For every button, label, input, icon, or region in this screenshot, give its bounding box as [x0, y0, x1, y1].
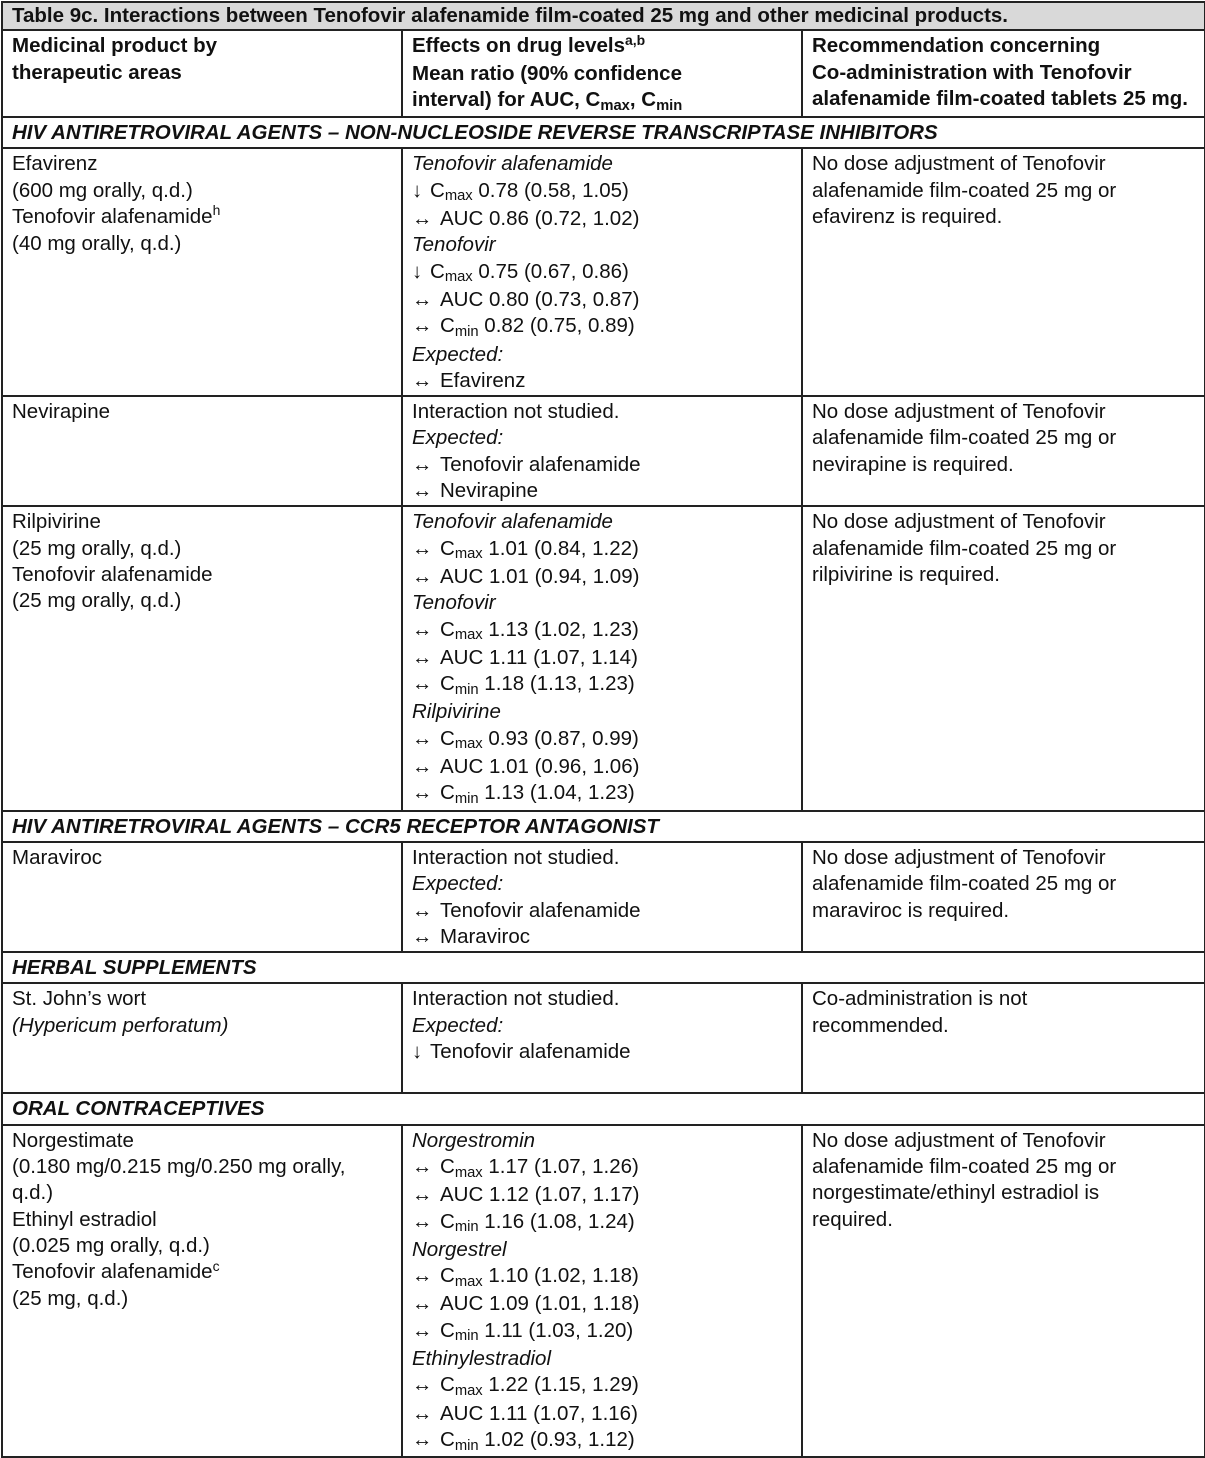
- pk-parameter: C: [440, 1209, 455, 1233]
- section-title: HERBAL SUPPLEMENTS: [2, 952, 1205, 983]
- recommendation-line: No dose adjustment of Tenofovir: [812, 845, 1106, 869]
- pk-parameter: AUC: [440, 1183, 484, 1207]
- effects-line: [412, 1263, 793, 1291]
- recommendation-line: Co-administration is not: [812, 987, 1028, 1011]
- recommendation-line: No dose adjustment of Tenofovir: [812, 152, 1106, 176]
- recommendation-line: alafenamide film-coated 25 mg or: [812, 178, 1117, 202]
- effects-cell: [402, 148, 802, 396]
- pk-parameter: Tenofovir alafenamide: [440, 452, 641, 476]
- pk-parameter: C: [440, 726, 455, 750]
- effects-line: [412, 536, 793, 564]
- effects-line: [412, 617, 793, 645]
- effects-note: Interaction not studied.: [412, 987, 620, 1011]
- footnote-marker: a,b: [625, 31, 646, 48]
- subscript: min: [454, 323, 479, 340]
- table-header-row: [2, 30, 1205, 117]
- effects-line: [412, 368, 793, 394]
- pk-value: 1.01 (0.96, 1.06): [483, 755, 640, 779]
- effects-line: [412, 1372, 793, 1400]
- pk-parameter: AUC: [440, 1401, 484, 1425]
- left-right-arrow-icon: ↔: [412, 287, 433, 311]
- pk-parameter: C: [440, 1427, 455, 1451]
- product-line: Ethinyl estradiol: [12, 1207, 157, 1231]
- product-line: (25 mg, q.d.): [12, 1287, 129, 1311]
- subscript: min: [454, 1328, 479, 1345]
- left-right-arrow-icon: ↔: [412, 564, 433, 588]
- effects-heading: Expected:: [412, 1013, 504, 1037]
- table-row: [2, 148, 1205, 396]
- pk-parameter: C: [440, 781, 455, 805]
- recommendation-line: efavirenz is required.: [812, 205, 1003, 229]
- product-cell: [2, 506, 402, 810]
- subscript: min: [454, 1437, 479, 1454]
- section-row: [2, 811, 1205, 842]
- footnote-marker: c: [212, 1257, 220, 1274]
- left-right-arrow-icon: ↔: [412, 924, 433, 948]
- pk-value: 0.75 (0.67, 0.86): [472, 259, 629, 283]
- pk-parameter: C: [440, 536, 455, 560]
- effects-line: [412, 1209, 793, 1237]
- product-line: q.d.): [12, 1181, 54, 1205]
- product-cell: [2, 1125, 402, 1458]
- product-line: Efavirenz: [12, 152, 98, 176]
- effects-line: [412, 1427, 793, 1455]
- effects-heading: Expected:: [412, 872, 504, 896]
- pk-parameter: C: [440, 672, 455, 696]
- recommendation-cell: [802, 1125, 1205, 1458]
- pk-parameter: Tenofovir alafenamide: [440, 898, 641, 922]
- pk-value: 1.11 (1.03, 1.20): [478, 1318, 634, 1342]
- subscript: max: [454, 736, 483, 753]
- effects-line: [412, 754, 793, 780]
- product-line: Nevirapine: [12, 400, 110, 424]
- effects-line: [412, 452, 793, 478]
- pk-value: 0.86 (0.72, 1.02): [483, 207, 640, 231]
- recommendation-line: alafenamide film-coated 25 mg or: [812, 536, 1117, 560]
- subscript: min: [454, 791, 479, 807]
- subscript: max: [454, 1383, 483, 1400]
- product-line: (0.025 mg orally, q.d.): [12, 1233, 210, 1257]
- subscript: min: [454, 1219, 479, 1236]
- pk-parameter: AUC: [440, 564, 484, 588]
- header-recommendation-line: Co-administration with Tenofovir: [812, 60, 1132, 84]
- effects-cell: [402, 396, 802, 506]
- pk-value: 0.93 (0.87, 0.99): [482, 726, 639, 750]
- subscript: max: [454, 1273, 483, 1290]
- effects-line: [412, 313, 793, 341]
- effects-line: [412, 259, 793, 287]
- product-line: (600 mg orally, q.d.): [12, 178, 193, 202]
- effects-line: [412, 1318, 793, 1346]
- product-line: Tenofovir alafenamide$^c$: [12, 1257, 220, 1284]
- table-caption: Table 9c. Interactions between Tenofovir alafenamide film-coated 25 mg and other medicinal products.: [2, 2, 1205, 30]
- table-row: [2, 1125, 1205, 1458]
- effects-line: [412, 1039, 793, 1065]
- effects-line: [412, 671, 793, 699]
- left-right-arrow-icon: ↔: [412, 1183, 433, 1207]
- pk-value: 1.01 (0.94, 1.09): [483, 564, 640, 588]
- interactions-table: [1, 1, 1205, 1458]
- pk-value: 0.78 (0.58, 1.05): [472, 178, 629, 202]
- pk-value: 1.11 (1.07, 1.16): [483, 1401, 638, 1425]
- pk-parameter: Nevirapine: [440, 479, 538, 503]
- pk-value: 1.13 (1.04, 1.23): [478, 781, 635, 805]
- section-title: HIV ANTIRETROVIRAL AGENTS – NON-NUCLEOSIDE REVERSE TRANSCRIPTASE INHIBITORS: [2, 117, 1205, 148]
- subscript: max: [454, 546, 483, 563]
- effects-line: [412, 478, 793, 504]
- header-product: [2, 30, 402, 117]
- header-recommendation-line: Recommendation concerning: [812, 34, 1101, 58]
- product-cell: [2, 396, 402, 506]
- header-effects-line: [412, 87, 793, 115]
- left-right-arrow-icon: ↔: [412, 726, 433, 750]
- recommendation-line: alafenamide film-coated 25 mg or: [812, 872, 1117, 896]
- product-cell: [2, 983, 402, 1093]
- left-right-arrow-icon: ↔: [412, 755, 433, 779]
- pk-parameter: C: [430, 259, 445, 283]
- recommendation-cell: [802, 396, 1205, 506]
- left-right-arrow-icon: ↔: [412, 479, 433, 503]
- footnote-marker: h: [212, 202, 221, 219]
- left-right-arrow-icon: ↔: [412, 536, 433, 560]
- header-effects-text: , C: [629, 87, 657, 111]
- effects-heading: Tenofovir: [412, 233, 496, 257]
- section-row: [2, 117, 1205, 148]
- product-line: (40 mg orally, q.d.): [12, 232, 182, 256]
- pk-parameter: AUC: [440, 207, 484, 231]
- section-row: [2, 952, 1205, 983]
- effects-line: [412, 1401, 793, 1427]
- effects-cell: [402, 1125, 802, 1458]
- effects-line: [412, 924, 793, 950]
- header-effects: [402, 30, 802, 117]
- table-row: [2, 396, 1205, 506]
- left-right-arrow-icon: ↔: [412, 452, 433, 476]
- section-title: ORAL CONTRACEPTIVES: [2, 1093, 1205, 1124]
- recommendation-line: maraviroc is required.: [812, 898, 1010, 922]
- pk-value: 1.13 (1.02, 1.23): [482, 617, 639, 641]
- left-right-arrow-icon: ↔: [412, 781, 433, 805]
- left-right-arrow-icon: ↔: [412, 1427, 433, 1451]
- pk-value: 0.80 (0.73, 0.87): [483, 287, 640, 311]
- left-right-arrow-icon: ↔: [412, 898, 433, 922]
- pk-value: 1.18 (1.13, 1.23): [478, 672, 635, 696]
- pk-value: 1.16 (1.08, 1.24): [478, 1209, 635, 1233]
- left-right-arrow-icon: ↔: [412, 1401, 433, 1425]
- pk-value: 1.22 (1.15, 1.29): [482, 1373, 639, 1397]
- recommendation-cell: [802, 506, 1205, 810]
- pk-parameter: C: [440, 1373, 455, 1397]
- header-effects-text: Effects on drug levels: [412, 34, 626, 58]
- product-line: Maraviroc: [12, 845, 102, 869]
- left-right-arrow-icon: ↔: [412, 1292, 433, 1316]
- effects-cell: [402, 506, 802, 810]
- left-right-arrow-icon: ↔: [412, 207, 433, 231]
- subscript: max: [444, 188, 473, 205]
- recommendation-line: rilpivirine is required.: [812, 562, 1000, 586]
- recommendation-line: No dose adjustment of Tenofovir: [812, 1128, 1106, 1152]
- section-title: HIV ANTIRETROVIRAL AGENTS – CCR5 RECEPTOR ANTAGONIST: [2, 811, 1205, 842]
- left-right-arrow-icon: ↔: [412, 1373, 433, 1397]
- pk-parameter: AUC: [440, 755, 484, 779]
- section-row: [2, 1093, 1205, 1124]
- header-effects-text: interval) for AUC, C: [412, 87, 601, 111]
- effects-heading: Tenofovir: [412, 591, 496, 615]
- left-right-arrow-icon: ↔: [412, 672, 433, 696]
- recommendation-line: alafenamide film-coated 25 mg or: [812, 1154, 1117, 1178]
- effects-line: [412, 1182, 793, 1208]
- product-line: (25 mg orally, q.d.): [12, 536, 182, 560]
- pk-value: 1.11 (1.07, 1.14): [483, 645, 638, 669]
- pk-parameter: Tenofovir alafenamide: [430, 1039, 631, 1063]
- left-right-arrow-icon: ↔: [412, 1318, 433, 1342]
- table-row: [2, 983, 1205, 1093]
- effects-note: Interaction not studied.: [412, 845, 620, 869]
- pk-value: 1.09 (1.01, 1.18): [483, 1292, 640, 1316]
- effects-line: [412, 1291, 793, 1317]
- product-line: St. John’s wort: [12, 987, 147, 1011]
- down-arrow-icon: ↓: [412, 178, 423, 202]
- recommendation-line: required.: [812, 1207, 893, 1231]
- pk-value: 1.12 (1.07, 1.17): [483, 1183, 640, 1207]
- pk-parameter: AUC: [440, 287, 484, 311]
- subscript: max: [600, 97, 630, 114]
- effects-heading: Tenofovir alafenamide: [412, 152, 613, 176]
- subscript: max: [444, 269, 473, 286]
- down-arrow-icon: ↓: [412, 1039, 423, 1063]
- effects-line: [412, 645, 793, 671]
- effects-line: [412, 726, 793, 754]
- recommendation-line: alafenamide film-coated 25 mg or: [812, 426, 1117, 450]
- left-right-arrow-icon: ↔: [412, 645, 433, 669]
- pk-parameter: C: [440, 314, 455, 338]
- header-product-line: Medicinal product by: [12, 34, 218, 58]
- subscript: max: [454, 627, 483, 644]
- recommendation-cell: [802, 148, 1205, 396]
- pk-value: 1.01 (0.84, 1.22): [482, 536, 639, 560]
- effects-line: [412, 780, 793, 808]
- subscript: min: [454, 681, 479, 698]
- effects-heading: Expected:: [412, 342, 504, 366]
- recommendation-line: norgestimate/ethinyl estradiol is: [812, 1181, 1100, 1205]
- pk-parameter: C: [440, 1318, 455, 1342]
- pk-parameter: C: [440, 1154, 455, 1178]
- table-row: [2, 506, 1205, 810]
- left-right-arrow-icon: ↔: [412, 1154, 433, 1178]
- effects-line: [412, 564, 793, 590]
- effects-line: [412, 178, 793, 206]
- subscript: min: [656, 97, 683, 114]
- effects-heading: Ethinylestradiol: [412, 1347, 552, 1371]
- effects-cell: [402, 983, 802, 1093]
- recommendation-line: nevirapine is required.: [812, 452, 1014, 476]
- product-cell: [2, 148, 402, 396]
- subscript: max: [454, 1164, 483, 1181]
- table-row: [2, 842, 1205, 952]
- pk-parameter: Maraviroc: [440, 924, 530, 948]
- down-arrow-icon: ↓: [412, 259, 423, 283]
- left-right-arrow-icon: ↔: [412, 368, 433, 392]
- product-line: Tenofovir alafenamide: [12, 562, 213, 586]
- product-line: Norgestimate: [12, 1128, 134, 1152]
- effects-line: [412, 287, 793, 313]
- pk-value: 1.17 (1.07, 1.26): [482, 1154, 639, 1178]
- effects-line: [412, 1154, 793, 1182]
- header-recommendation: [802, 30, 1205, 117]
- header-effects-line: [412, 33, 793, 60]
- product-line: Rilpivirine: [12, 510, 101, 534]
- pk-value: 0.82 (0.75, 0.89): [478, 314, 635, 338]
- left-right-arrow-icon: ↔: [412, 314, 433, 338]
- left-right-arrow-icon: ↔: [412, 1209, 433, 1233]
- effects-heading: Norgestrel: [412, 1237, 507, 1261]
- product-cell: [2, 842, 402, 952]
- table-caption-row: [2, 2, 1205, 30]
- effects-heading: Norgestromin: [412, 1128, 536, 1152]
- pk-parameter: Efavirenz: [440, 368, 526, 392]
- effects-heading: Tenofovir alafenamide: [412, 510, 613, 534]
- left-right-arrow-icon: ↔: [412, 617, 433, 641]
- pk-value: 1.10 (1.02, 1.18): [482, 1264, 639, 1288]
- effects-heading: Expected:: [412, 426, 504, 450]
- pk-parameter: C: [440, 1264, 455, 1288]
- pk-parameter: C: [430, 178, 445, 202]
- pk-value: 1.02 (0.93, 1.12): [478, 1427, 635, 1451]
- pk-parameter: AUC: [440, 645, 484, 669]
- effects-heading: Rilpivirine: [412, 700, 501, 724]
- recommendation-cell: [802, 842, 1205, 952]
- recommendation-line: No dose adjustment of Tenofovir: [812, 510, 1106, 534]
- effects-cell: [402, 842, 802, 952]
- recommendation-cell: [802, 983, 1205, 1093]
- recommendation-line: recommended.: [812, 1013, 949, 1037]
- pk-parameter: AUC: [440, 1292, 484, 1316]
- header-effects-line: Mean ratio (90% confidence: [412, 61, 682, 85]
- product-line: (0.180 mg/0.215 mg/0.250 mg orally,: [12, 1154, 346, 1178]
- effects-line: [412, 206, 793, 232]
- product-line: (Hypericum perforatum): [12, 1013, 229, 1037]
- pk-parameter: C: [440, 617, 455, 641]
- recommendation-line: No dose adjustment of Tenofovir: [812, 400, 1106, 424]
- product-line: Tenofovir alafenamide$^h$: [12, 202, 221, 229]
- effects-note: Interaction not studied.: [412, 400, 620, 424]
- left-right-arrow-icon: ↔: [412, 1264, 433, 1288]
- header-product-line: therapeutic areas: [12, 60, 182, 84]
- header-recommendation-line: alafenamide film-coated tablets 25 mg.: [812, 86, 1188, 110]
- product-line: (25 mg orally, q.d.): [12, 589, 182, 613]
- effects-line: [412, 898, 793, 924]
